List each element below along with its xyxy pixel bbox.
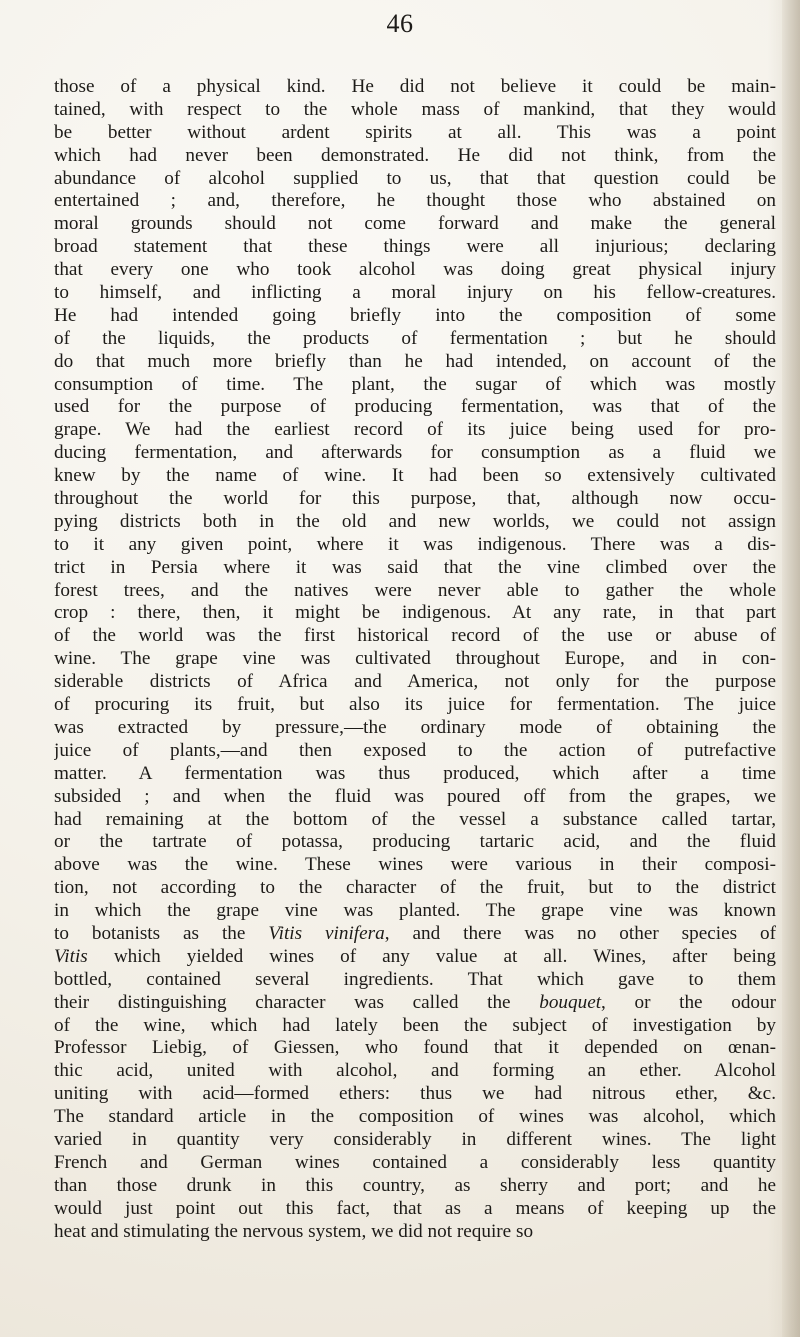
text-line: subsided ; and when the fluid was poured off from the grapes, we [54, 785, 776, 807]
text-line: trict in Persia where it was said that the vine climbed over the [54, 556, 776, 578]
text-line: varied in quantity very considerably in different wines. The light [54, 1128, 776, 1150]
text-line: grape. We had the earliest record of its juice being used for pro- [54, 419, 776, 441]
text-line: crop : there, then, it might be indigenous. At any rate, in that part [54, 602, 776, 624]
text-line: moral grounds should not come forward and make the general [54, 213, 776, 235]
text-line: ducing fermentation, and afterwards for consumption as a fluid we [54, 442, 776, 464]
text-line: uniting with acid—formed ethers: thus we had nitrous ether, &c. [54, 1083, 776, 1105]
text-line: do that much more briefly than he had intended, on account of the [54, 350, 776, 372]
text-line: throughout the world for this purpose, that, although now occu- [54, 488, 776, 510]
text-line: siderable districts of Africa and America, not only for the purpose [54, 671, 776, 693]
text-line: broad statement that these things were all injurious; declaring [54, 236, 776, 258]
text-line: bottled, contained several ingredients. That which gave to them [54, 968, 776, 990]
text-line: juice of plants,—and then exposed to the action of putrefactive [54, 739, 776, 761]
text-line: to himself, and inflicting a moral injury on his fellow-creatures. [54, 282, 776, 304]
text-line: was extracted by pressure,—the ordinary mode of obtaining the [54, 716, 776, 738]
text-line: of the wine, which had lately been the subject of investigation by [54, 1014, 776, 1036]
text-line: to it any given point, where it was indigenous. There was a dis- [54, 533, 776, 555]
text-line: which had never been demonstrated. He did not think, from the [54, 144, 776, 166]
text-line: forest trees, and the natives were never able to gather the whole [54, 579, 776, 601]
text-line: used for the purpose of producing fermentation, was that of the [54, 396, 776, 418]
text-line: French and German wines contained a considerably less quantity [54, 1151, 776, 1173]
text-line: The standard article in the composition of wines was alcohol, which [54, 1106, 776, 1128]
text-line: abundance of alcohol supplied to us, that that question could be [54, 167, 776, 189]
text-line: or the tartrate of potassa, producing tartaric acid, and the fluid [54, 831, 776, 853]
body-text [54, 76, 776, 1243]
text-line: had remaining at the bottom of the vessel a substance called tartar, [54, 808, 776, 830]
text-line: in which the grape vine was planted. The grape vine was known [54, 900, 776, 922]
text-line: pying districts both in the old and new worlds, we could not assign [54, 510, 776, 532]
page-number: 46 [386, 9, 414, 38]
text-line: their distinguishing character was called the bouquet, or the odour [54, 991, 776, 1013]
text-line: Vitis which yielded wines of any value at all. Wines, after being [54, 945, 776, 967]
page-edge-shadow [782, 0, 800, 1337]
text-line: Professor Liebig, of Giessen, who found that it depended on œnan- [54, 1037, 776, 1059]
text-line: tion, not according to the character of the fruit, but to the district [54, 877, 776, 899]
text-line: matter. A fermentation was thus produced, which after a time [54, 762, 776, 784]
text-line: of procuring its fruit, but also its juice for fermentation. The juice [54, 694, 776, 716]
text-line: of the world was the first historical record of the use or abuse of [54, 625, 776, 647]
text-line: entertained ; and, therefore, he thought those who abstained on [54, 190, 776, 212]
text-line: above was the wine. These wines were various in their composi- [54, 854, 776, 876]
text-line: knew by the name of wine. It had been so extensively cultivated [54, 465, 776, 487]
text-line: of the liquids, the products of fermentation ; but he should [54, 327, 776, 349]
text-line: He had intended going briefly into the composition of some [54, 304, 776, 326]
text-line: wine. The grape vine was cultivated throughout Europe, and in con- [54, 648, 776, 670]
text-line: those of a physical kind. He did not believe it could be main- [54, 76, 776, 97]
text-line: heat and stimulating the nervous system, we did not require so [54, 1220, 534, 1242]
text-line: would just point out this fact, that as a means of keeping up the [54, 1197, 776, 1219]
text-line: be better without ardent spirits at all. This was a point [54, 121, 776, 143]
text-line: consumption of time. The plant, the sugar of which was mostly [54, 373, 776, 395]
text-line: tained, with respect to the whole mass of mankind, that they would [54, 98, 776, 120]
text-line: thic acid, united with alcohol, and forming an ether. Alcohol [54, 1060, 776, 1082]
text-line: that every one who took alcohol was doing great physical injury [54, 259, 776, 281]
text-line: than those drunk in this country, as sherry and port; and he [54, 1174, 776, 1196]
text-line: to botanists as the Vitis vinifera, and there was no other species of [54, 922, 776, 944]
